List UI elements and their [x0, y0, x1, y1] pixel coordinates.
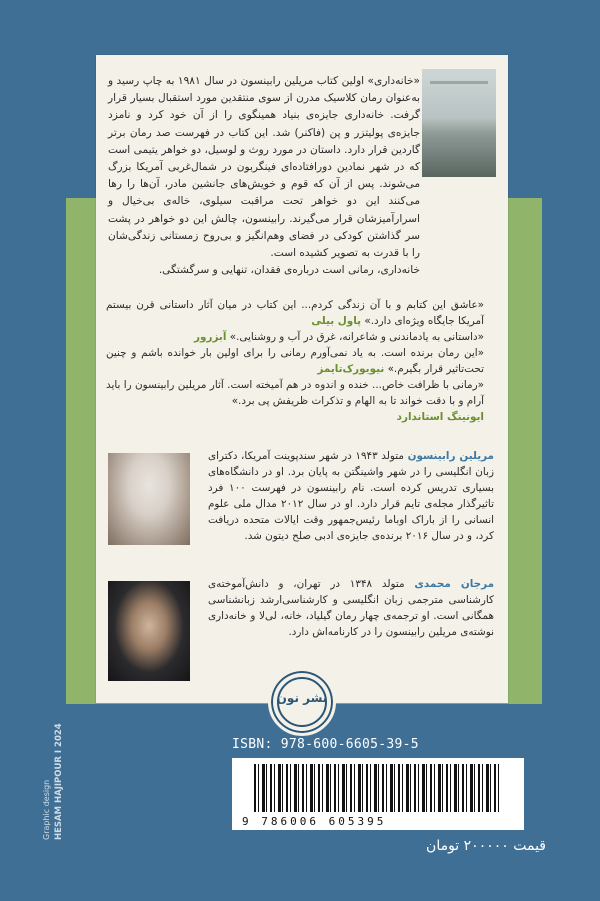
front-cover-thumbnail — [422, 69, 496, 177]
designer-credit-title: Graphic design — [42, 779, 51, 840]
barcode-digits: 9 786006 605395 — [242, 815, 387, 828]
publisher-logo-text: نشر نون — [276, 691, 328, 705]
reviews-section — [106, 297, 484, 425]
price-label — [426, 836, 546, 856]
review-source: آبزرور — [194, 331, 227, 343]
review-quote: «داستانی به یادماندنی و شاعرانه، غرق در آب و روشنایی.» — [229, 331, 484, 343]
translator-bio — [208, 576, 494, 640]
review-source: پاول بیلی — [311, 315, 362, 327]
barcode-bars — [254, 764, 502, 812]
review-quote: «این رمان برنده است. به یاد نمی‌آورم رمانی را برای اولین بار خوانده باشم و چنین تحت‌تاثیر قرار بگیرم.» — [106, 347, 484, 375]
review-quote: «رمانی با ظرافت خاص... خنده و اندوه در هم آمیخته است. آثار مریلین رابینسون را باید آرام و با دقت خواند تا به الهام و تذکرات ظریفش پی برد.» — [106, 379, 484, 407]
isbn-label: ISBN: 978-600-6605-39-5 — [232, 737, 419, 752]
review-quote: «عاشق این کتابم و با آن زندگی کردم... این کتاب در میان آثار داستانی قرن بیستم آمریکا جایگاه ویژه‌ای دارد.» — [106, 299, 484, 327]
price-text: قیمت ۲۰۰۰۰۰ تومان — [426, 838, 546, 854]
author-photo — [108, 453, 190, 545]
publisher-logo — [268, 668, 336, 736]
translator-bio-text: متولد ۱۳۴۸ در تهران، و دانش‌آموخته‌ی کارشناسی مترجمی زبان انگلیسی و کارشناسی‌ارشد زبانشناسی همگانی است. او ترجمه‌ی چهار رمان گیلیاد، خانه، لی‌لا و خانه‌داری نوشته‌ی مریلین رابینسون را در کارنامه‌اش دارد. — [208, 578, 494, 638]
text-panel — [96, 55, 508, 703]
review-item — [106, 297, 484, 329]
review-source: ایونینگ استاندارد — [396, 411, 484, 423]
translator-name: مرجان محمدی — [414, 578, 494, 590]
review-item — [106, 329, 484, 345]
review-item — [106, 345, 484, 377]
author-bio — [208, 448, 494, 544]
designer-credit — [24, 700, 174, 900]
review-source: نیویورک‌تایمز — [317, 363, 385, 375]
author-name: مریلین رابینسون — [407, 450, 494, 462]
review-item — [106, 377, 484, 425]
translator-photo — [108, 581, 190, 681]
summary-paragraph: «خانه‌داری» اولین کتاب مریلین رابینسون در سال ۱۹۸۱ به چاپ رسید و به‌عنوان رمان کلاسیک مدرن از سوی منتقدین مورد استقبال بسیار قرار گرفت. خانه‌داری جایزه‌ی بنیاد همینگوی را از آن خود کرد و نامزد جایزه‌ی پولیتزر و پن (فاکنر) شد. این کتاب در فهرست صد رمان برتر گاردین قرار دارد. داستان در مورد روث و لوسیل، دو خواهر یتیمی است که در شهر نمادین دورافتاده‌ای فینگربون در شمال‌غربی آمریکا بزرگ می‌شوند. پس از آن که قوم و خویش‌های جانشین مادر، آن‌ها را رها می‌کنند این دو خواهر تحت مراقبت سیلوی، خاله‌ی بی‌خیال و اسرارآمیزشان قرار می‌گیرند. رابینسون، چالش این دو خواهر در پشت سر گذاشتن کودکی در فضای وهم‌انگیز و بی‌روح زمستانی زندگی‌شان را با قدرت به تصویر کشیده است. — [108, 75, 420, 260]
summary-section — [108, 73, 420, 279]
summary-closing: خانه‌داری، رمانی است درباره‌ی فقدان، تنهایی و سرگشتگی. — [158, 264, 420, 277]
barcode — [232, 758, 524, 830]
author-bio-text: متولد ۱۹۴۳ در شهر سندپوینت آمریکا، دکترای زبان انگلیسی را در شهر واشینگتن به پایان برد. او در دانشگاه‌های بسیاری تدریس کرده است. نام رابینسون در فهرست ۱۰۰ فرد تاثیرگذار مجله‌ی تایم قرار دارد. او در سال ۲۰۱۲ مدال ملی علوم انسانی را از باراک اوباما رئیس‌جمهور وقت ایالات متحده دریافت کرد، و در سال ۲۰۱۶ برنده‌ی جایزه‌ی ادبی صلح دیتون شد. — [208, 450, 494, 542]
designer-credit-name: HESAM HAJIPOUR I 2024 — [54, 723, 64, 840]
